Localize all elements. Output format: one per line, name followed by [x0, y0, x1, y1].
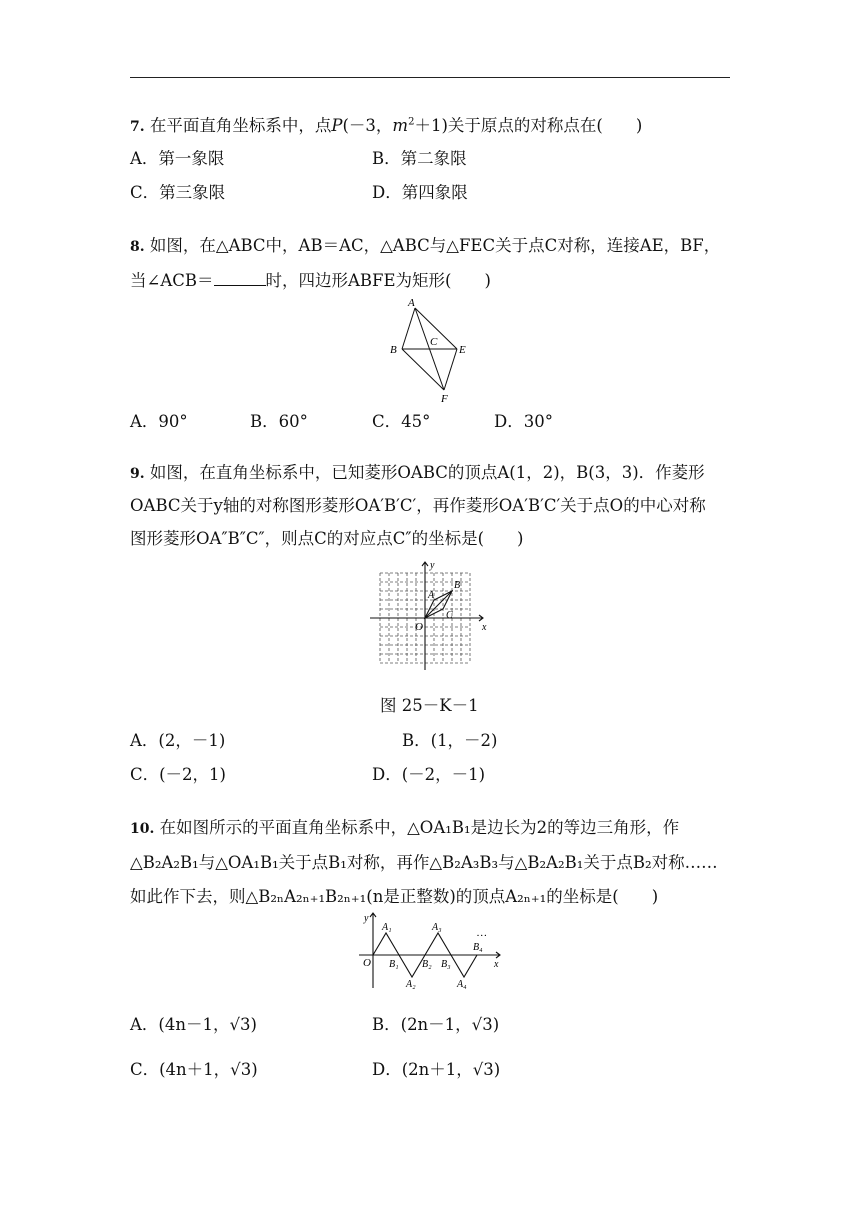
q7-option-b[interactable]: B．第二象限 [372, 149, 467, 168]
q9-label-x: x [482, 622, 487, 633]
q8-label-a: A [408, 297, 415, 309]
q8-line2a: 当∠ACB＝ [130, 271, 214, 290]
q10-line1-text: 在如图所示的平面直角坐标系中，△OA₁B₁是边长为2的等边三角形，作 [159, 818, 680, 837]
q7-option-a[interactable]: A．第一象限 [130, 149, 225, 168]
q7-number: 7. [130, 119, 145, 135]
q8-option-a[interactable]: A．90° [130, 412, 188, 431]
q10-option-d[interactable]: D．(2n＋1，√3) [372, 1060, 501, 1079]
q10-label-ellipsis: … [477, 927, 487, 939]
q9-option-b[interactable]: B．(1，－2) [402, 731, 498, 750]
q10-label-a2: A₂ [406, 979, 416, 990]
q7-stem-b: (－3， [342, 116, 393, 135]
q9-line1-text: 如图，在直角坐标系中，已知菱形OABC的顶点A(1，2)，B(3，3)．作菱形 [149, 463, 705, 482]
q7-square: 2 [408, 116, 415, 128]
q8-label-c: C [430, 336, 438, 348]
q8-seg-ef [444, 349, 457, 390]
q9-option-d[interactable]: D．(－2，－1) [372, 765, 486, 784]
q9-figure [365, 558, 495, 673]
q8-line1 [130, 232, 720, 256]
q8-label-e: E [459, 344, 466, 356]
q10-option-a[interactable]: A．(4n－1，√3) [130, 1015, 257, 1034]
q8-line2 [130, 267, 491, 291]
q9-line1 [130, 459, 705, 483]
q10-label-a1: A₁ [382, 922, 392, 933]
q8-number: 8. [130, 239, 145, 255]
q10-option-c[interactable]: C．(4n＋1，√3) [130, 1060, 258, 1079]
q9-label-o: O [415, 621, 423, 633]
q10-figure [355, 908, 505, 993]
q10-option-b[interactable]: B．(2n－1，√3) [372, 1015, 500, 1034]
q9-label-a: A [428, 590, 435, 601]
q8-option-d[interactable]: D．30° [494, 412, 553, 431]
q8-label-b: B [390, 344, 397, 356]
q9-line2: OABC关于y轴的对称图形菱形OA′B′C′，再作菱形OA′B′C′关于点O的中心对称 [130, 496, 706, 515]
q10-label-b4: B₄ [473, 942, 483, 953]
q9-number: 9. [130, 466, 145, 482]
q7-point: P [331, 116, 343, 135]
q8-option-c[interactable]: C．45° [372, 412, 431, 431]
q8-line2b: 时，四边形ABFE为矩形( ) [265, 271, 491, 290]
q9-option-a[interactable]: A．(2，－1) [130, 731, 226, 750]
q10-line2: △B₂A₂B₁与△OA₁B₁关于点B₁对称，再作△B₂A₃B₃与△B₂A₂B₁关于点B₂对称…… [130, 853, 718, 872]
q10-label-a4: A₄ [457, 979, 467, 990]
q9-figure-caption: 图 25－K－1 [380, 696, 479, 715]
q7-stem-c: ＋1)关于原点的对称点在( ) [414, 116, 643, 135]
q8-label-f: F [441, 393, 448, 405]
q10-label-o: O [363, 957, 371, 969]
q8-seg-bf [402, 349, 444, 390]
q8-seg-ab [402, 308, 415, 349]
q8-figure [385, 295, 475, 405]
q7-stem [130, 112, 642, 136]
q10-label-x: x [494, 959, 499, 970]
q10-label-b2: B₂ [422, 959, 432, 970]
q10-number: 10. [130, 821, 155, 837]
q7-option-c[interactable]: C．第三象限 [130, 183, 226, 202]
q10-line1 [130, 814, 679, 838]
q7-stem-a: 在平面直角坐标系中，点 [149, 116, 332, 135]
q8-option-b[interactable]: B．60° [250, 412, 308, 431]
q10-label-b3: B₃ [441, 959, 451, 970]
q10-label-a3: A₃ [432, 922, 442, 933]
q7-m: m [392, 116, 409, 135]
q10-label-b1: B₁ [389, 959, 399, 970]
q9-label-b: B [454, 580, 461, 591]
q8-answer-blank [214, 270, 266, 286]
header-rule [130, 77, 730, 78]
q9-option-c[interactable]: C．(－2，1) [130, 765, 226, 784]
q7-option-d[interactable]: D．第四象限 [372, 183, 468, 202]
q9-label-y: y [430, 560, 435, 571]
q9-line3: 图形菱形OA″B″C″，则点C的对应点C″的坐标是( ) [130, 529, 524, 548]
q8-line1-text: 如图，在△ABC中，AB＝AC，△ABC与△FEC关于点C对称，连接AE，BF， [149, 236, 721, 255]
q9-label-c: C [446, 610, 453, 621]
q10-line3: 如此作下去，则△B₂ₙA₂ₙ₊₁B₂ₙ₊₁(n是正整数)的顶点A₂ₙ₊₁的坐标是( ) [130, 887, 659, 906]
q10-label-y: y [364, 913, 369, 924]
